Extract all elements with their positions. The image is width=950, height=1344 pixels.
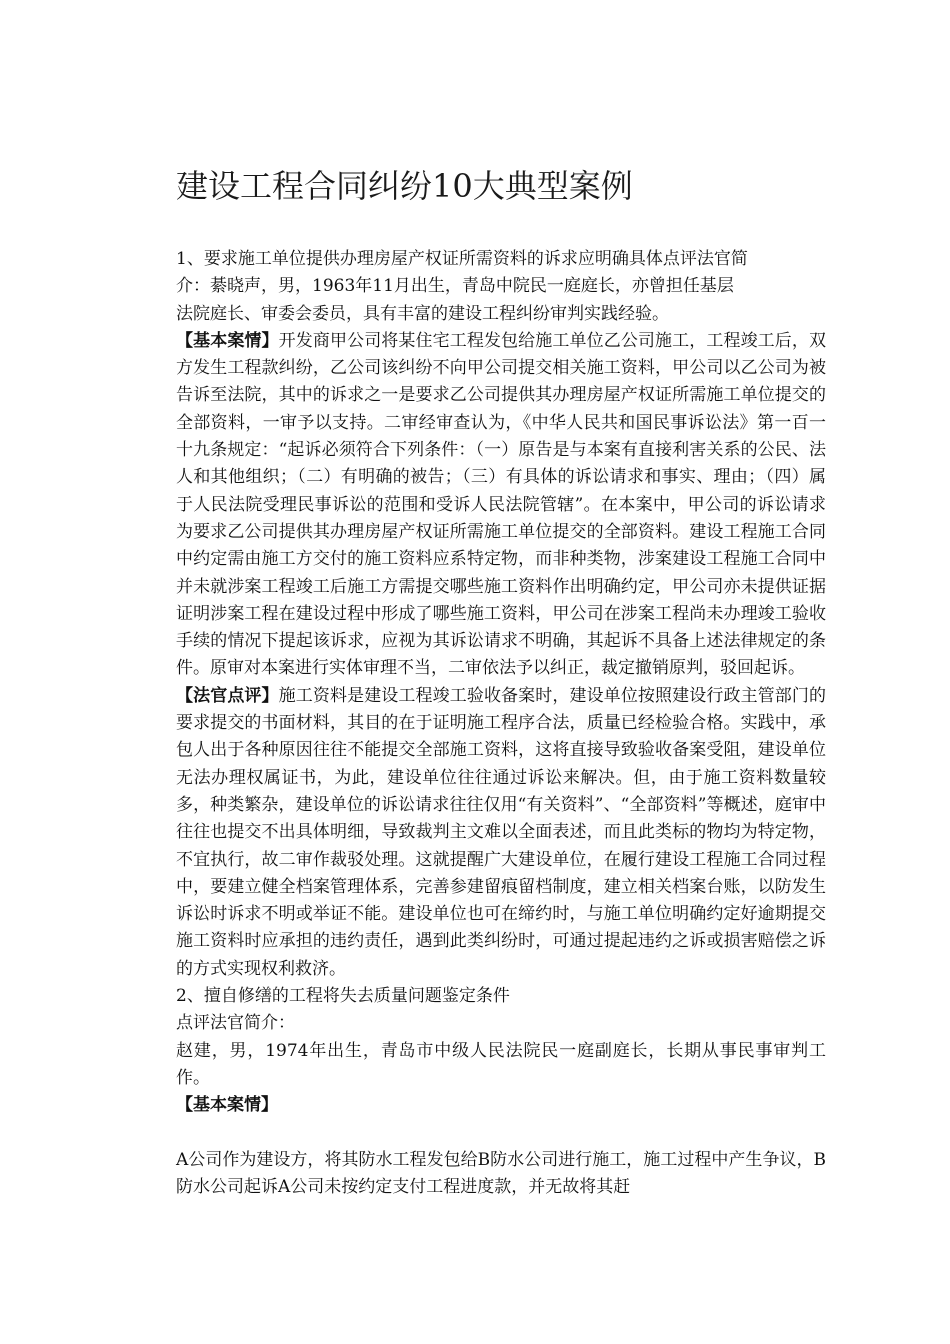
case1-heading-line2: 介：綦晓声，男，1963年11月出生，青岛中院民一庭庭长，亦曾担任基层	[176, 276, 734, 297]
case1-heading-line1: 1、要求施工单位提供办理房屋产权证所需资料的诉求应明确具体点评法官简	[176, 249, 748, 269]
case2-basic-label: 【基本案情】	[176, 1095, 278, 1116]
case2-judge-text: 赵建，男，1974年出生，青岛市中级人民法院民一庭副庭长，长期从事民事审判工作。	[176, 1040, 826, 1088]
document-title: 建设工程合同纠纷10大典型案例	[176, 167, 633, 205]
case2-judge-label: 点评法官简介：	[176, 1013, 295, 1034]
case1-comment-label: 【法官点评】	[176, 685, 279, 706]
blank-line	[176, 1120, 826, 1147]
case1-heading-line3: 法院庭长、审委会委员，具有丰富的建设工程纠纷审判实践经验。	[176, 303, 669, 324]
case1-basic-paragraph	[176, 328, 826, 683]
document-body	[176, 246, 826, 1201]
case2-basic-text: A公司作为建设方，将其防水工程发包给B防水公司进行施工，施工过程中产生争议，B防水公司起诉A公司未按约定支付工程进度款，并无故将其赶	[176, 1149, 826, 1198]
case1-basic-label: 【基本案情】	[176, 330, 279, 351]
case1-basic-text: 开发商甲公司将某住宅工程发包给施工单位乙公司施工，工程竣工后，双方发生工程款纠纷，乙公司该纠纷不向甲公司提交相关施工资料，甲公司以乙公司为被告诉至法院，其中的诉求之一是要求乙公司提供其办理房屋产权证所需施工单位提交的全部资料，一审予以支持。二审经审查认为，《中华人民共和国民事诉讼法》第一百一十九条规定：“起诉必须符合下列条件：（一）原告是与本案有直接利害关系的公民、法人和其他组织；（二）有明确的被告；（三）有具体的诉讼请求和事实、理由；（四）属于人民法院受理民事诉讼的范围和受诉人民法院管辖”。在本案中，甲公司的诉讼请求为要求乙公司提供其办理房屋产权证所需施工单位提交的全部资料。建设工程施工合同中约定需由施工方交付的施工资料应系特定物，而非种类物，涉案建设工程施工合同中并未就涉案工程竣工后施工方需提交哪些施工资料作出明确约定，甲公司亦未提供证据证明涉案工程在建设过程中形成了哪些施工资料，甲公司在涉案工程尚未办理竣工验收手续的情况下提起该诉求，应视为其诉讼请求不明确，其起诉不具备上述法律规定的条件。原审对本案进行实体审理不当，二审依法予以纠正，裁定撤销原判，驳回起诉。	[176, 330, 827, 679]
case2-heading: 2、擅自修缮的工程将失去质量问题鉴定条件	[176, 986, 510, 1007]
case1-comment-text: 施工资料是建设工程竣工验收备案时，建设单位按照建设行政主管部门的要求提交的书面材料，其目的在于证明施工程序合法，质量已经检验合格。实践中，承包人出于各种原因往往不能提交全部施工资料，这将直接导致验收备案受阻，建设单位无法办理权属证书，为此，建设单位往往通过诉讼来解决。但，由于施工资料数量较多，种类繁杂，建设单位的诉讼请求往往仅用“有关资料”、“全部资料”等概述，庭审中往往也提交不出具体明细，导致裁判主文难以全面表述，而且此类标的物均为特定物，不宜执行，故二审作裁驳处理。这就提醒广大建设单位，在履行建设工程施工合同过程中，要建立健全档案管理体系，完善参建留痕留档制度，建立相关档案台账，以防发生诉讼时诉求不明或举证不能。建设单位也可在缔约时，与施工单位明确约定好逾期提交施工资料时应承担的违约责任，遇到此类纠纷时，可通过提起违约之诉或损害赔偿之诉的方式实现权利救济。	[176, 685, 827, 979]
case1-comment-paragraph	[176, 683, 826, 983]
